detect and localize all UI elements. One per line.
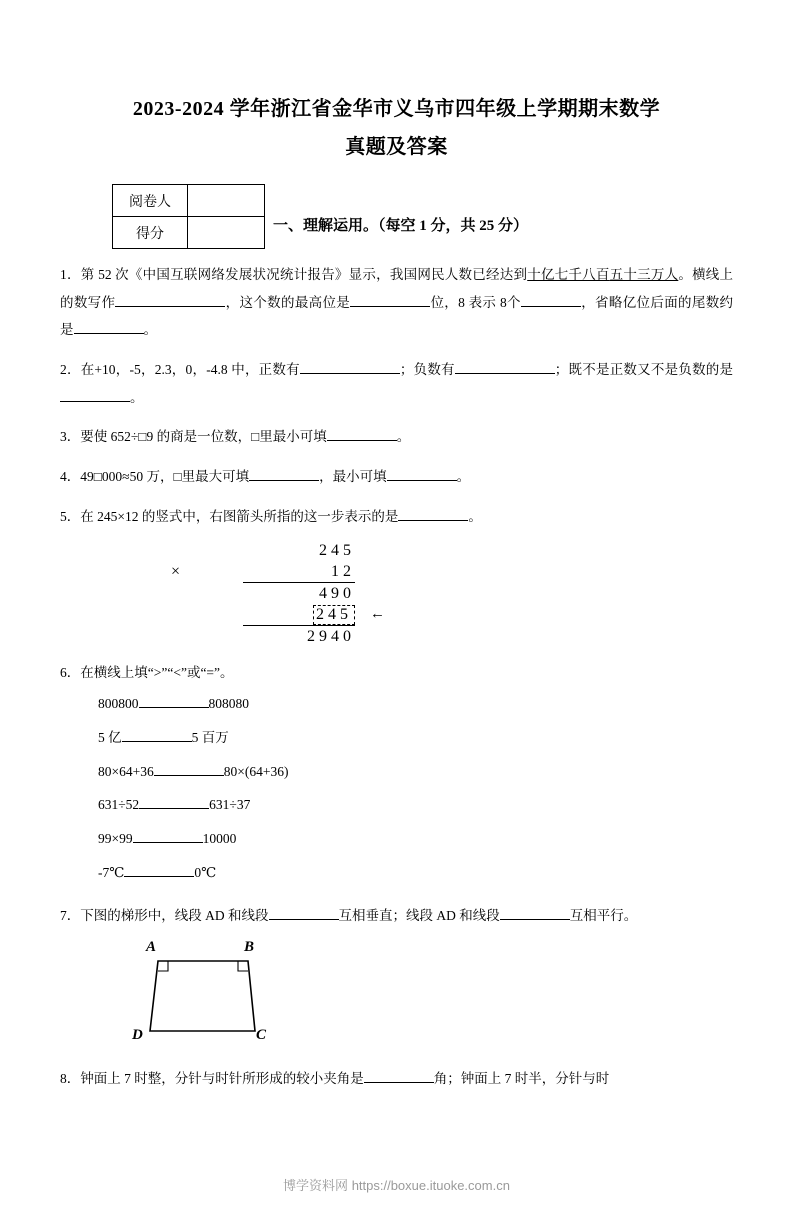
q1-underline-1: 十亿七千八百: [527, 267, 610, 282]
q6-item-2: [98, 721, 733, 755]
q1-text-2: 。横线上的数写作: [60, 267, 734, 310]
q6-item-1-right: 808080: [208, 696, 249, 712]
vc-partial-2: [165, 604, 389, 625]
q6-item-2-right: 5 百万: [191, 729, 229, 745]
point-label-a: A: [146, 939, 157, 956]
q6-blank-6[interactable]: [124, 876, 194, 877]
q1-text-6: ，省略亿位后面的尾数约是: [60, 294, 734, 338]
multiply-icon: ×: [171, 562, 185, 580]
question-6: [60, 659, 733, 687]
q5-text-2: 。: [468, 508, 482, 524]
vc-line-1: 245: [319, 541, 355, 559]
q7-text-2: 互相垂直；线段 AD 和线段: [338, 907, 500, 923]
footer-brand: 博学资料网: [283, 1178, 349, 1193]
q5-text-1: 5．在 245×12 的竖式中，右图箭头所指的这一步表示的是: [60, 508, 399, 524]
q8-text-2: 角；钟面上 7 时半，分针与时: [433, 1071, 610, 1087]
q6-item-6-left: -7℃: [98, 864, 125, 880]
point-label-b: B: [244, 939, 255, 956]
q4-blank-2[interactable]: [387, 480, 457, 481]
q2-blank-3[interactable]: [60, 401, 130, 402]
q6-item-5-right: 10000: [202, 831, 237, 847]
q4-text-1: 4．49□000≈50 万，□里最大可填: [60, 469, 250, 485]
trapezoid-figure: [120, 939, 360, 1053]
q1-text-3: ，这个数的最高位是: [225, 294, 351, 310]
q6-item-1-left: 800800: [98, 696, 139, 712]
vc-line-3: 490: [319, 584, 355, 602]
q7-text-3: 互相平行。: [569, 907, 638, 923]
footer-url: https://boxue.ituoke.com.cn: [351, 1178, 510, 1193]
left-arrow-icon: ←: [370, 606, 389, 623]
exam-page: [0, 90, 793, 1212]
page-title: [60, 90, 733, 166]
reviewer-label: 阅卷人: [113, 185, 188, 217]
footer: [0, 1175, 793, 1194]
question-7: [60, 902, 733, 930]
q6-item-2-left: 5 亿: [98, 729, 122, 745]
q5-blank-1[interactable]: [398, 520, 468, 521]
vc-partial-1: [165, 583, 355, 604]
q3-text-1: 3．要使 652÷□9 的商是一位数，□里最小可填: [60, 429, 327, 445]
q3-text-2: 。: [396, 429, 411, 445]
q6-blank-5[interactable]: [133, 842, 203, 843]
q7-blank-1[interactable]: [269, 919, 339, 920]
point-label-c: C: [256, 1027, 267, 1044]
q6-item-4-left: 631÷52: [98, 797, 140, 813]
vc-line-4-highlighted: 245: [313, 605, 355, 625]
q6-item-5: [98, 822, 733, 856]
q6-item-3: [98, 755, 733, 789]
vc-multiplicand: [165, 540, 355, 561]
trapezoid-svg: [120, 943, 360, 1053]
vc-multiplier: [165, 561, 355, 582]
vertical-calculation-figure: [165, 540, 389, 647]
vc-product: [165, 626, 355, 647]
q6-item-5-left: 99×99: [98, 831, 133, 847]
table-row: [113, 217, 265, 249]
q8-text-1: 8．钟面上 7 时整，分针与时针所形成的较小夹角是: [60, 1071, 364, 1087]
question-3: [60, 423, 733, 451]
q6-blank-3[interactable]: [154, 775, 224, 776]
q6-blank-2[interactable]: [122, 741, 192, 742]
q6-item-3-right: 80×(64+36): [223, 763, 289, 779]
question-2: [60, 356, 733, 411]
q1-text-7: 。: [143, 322, 157, 338]
q2-blank-1[interactable]: [300, 373, 400, 374]
q2-text-4: 正数又不是负数的是: [609, 362, 734, 378]
q4-text-3: 。: [456, 469, 471, 485]
q6-text-1: 6．在横线上填“>”“<”或“=”。: [60, 665, 234, 681]
vc-line-5: 2940: [307, 627, 355, 645]
q6-item-4-right: 631÷37: [209, 797, 251, 813]
score-value[interactable]: [188, 217, 265, 249]
point-label-d: D: [132, 1027, 143, 1044]
score-section: [60, 184, 733, 249]
reviewer-value[interactable]: [188, 185, 265, 217]
q2-text-3: ；既不是: [554, 362, 610, 378]
q1-blank-4[interactable]: [74, 333, 144, 334]
q1-underline-2: 五十三万人: [609, 267, 679, 282]
q2-text-1: 2．在+10，-5，2.3，0，-4.8 中，正数有: [60, 362, 300, 378]
score-table: [112, 184, 265, 249]
question-5: [60, 503, 733, 531]
q1-blank-3[interactable]: [521, 306, 581, 307]
q6-blank-4[interactable]: [139, 808, 209, 809]
section-heading: 一、理解运用。（每空 1 分，共 25 分）: [273, 218, 529, 234]
q2-blank-2[interactable]: [455, 373, 555, 374]
q4-text-2: ，最小可填: [319, 469, 387, 485]
table-row: [113, 185, 265, 217]
q7-blank-2[interactable]: [500, 919, 570, 920]
q6-blank-1[interactable]: [139, 707, 209, 708]
q1-blank-2[interactable]: [350, 306, 430, 307]
q6-item-1: [98, 687, 733, 721]
question-8: [60, 1065, 733, 1093]
page-title-line-2: 真题及答案: [345, 136, 448, 158]
q4-blank-1[interactable]: [249, 480, 319, 481]
q7-text-1: 7．下图的梯形中，线段 AD 和线段: [60, 907, 269, 923]
question-1: [60, 261, 733, 344]
q2-text-2: ；负数有: [399, 362, 455, 378]
q1-text-4: 位，8 表示 8: [430, 294, 507, 310]
q2-text-5: 。: [130, 389, 144, 405]
q6-item-4: [98, 788, 733, 822]
q3-blank-1[interactable]: [327, 440, 397, 441]
vc-line-2: 12: [331, 562, 355, 580]
q6-item-6-right: 0℃: [194, 864, 217, 880]
q1-text-5: 个: [506, 294, 521, 310]
q6-item-6: [98, 856, 733, 890]
page-title-line-1: 2023-2024 学年浙江省金华市义乌市四年级上学期期末数学: [132, 98, 661, 120]
question-4: [60, 463, 733, 491]
q1-text-1: 1．第 52 次《中国互联网络发展状况统计报告》显示，我国网民人数已经达到: [60, 267, 528, 282]
q8-blank-1[interactable]: [364, 1082, 434, 1083]
q6-item-3-left: 80×64+36: [98, 763, 154, 779]
q1-blank-1[interactable]: [115, 306, 225, 307]
score-label: 得分: [113, 217, 188, 249]
